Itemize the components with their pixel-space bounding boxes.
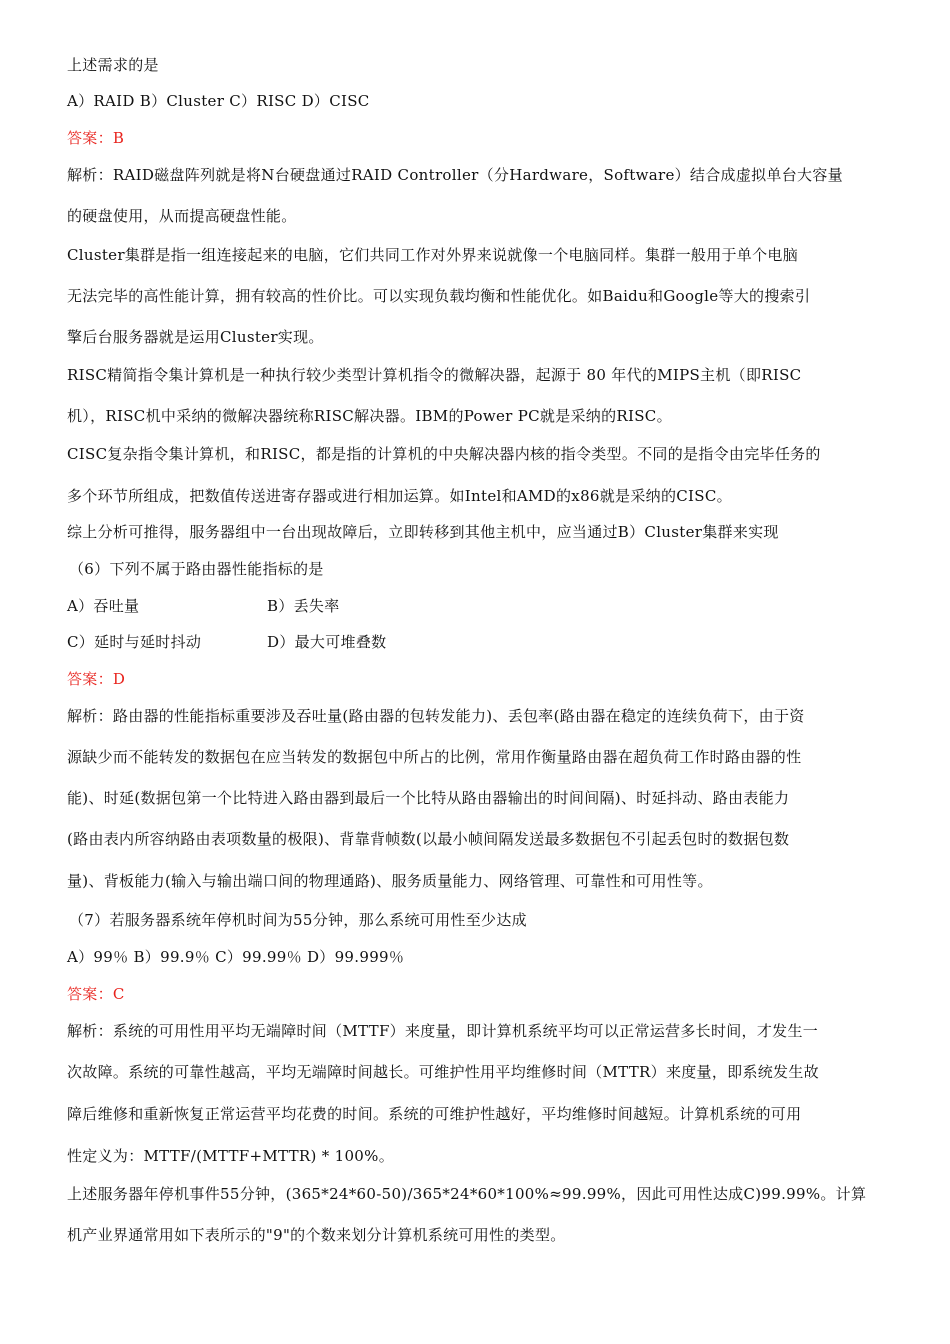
option-d: D）最大可堆叠数 [267,633,387,651]
explanation-line: 解析：路由器的性能指标重要涉及吞吐量(路由器的包转发能力)、丢包率(路由器在稳定的连续负荷下，由于资 [67,707,805,725]
question-5-options: A）RAID B）Cluster C）RISC D）CISC [67,92,370,110]
explanation-line: 量)、背板能力(输入与输出端口间的物理通路)、服务质量能力、网络管理、可靠性和可用性等。 [67,872,713,890]
explanation-line: 机产业界通常用如下表所示的"9"的个数来划分计算机系统可用性的类型。 [67,1226,566,1244]
explanation-line: 无法完毕的高性能计算，拥有较高的性价比。可以实现负载均衡和性能优化。如Baidu和Google等大的搜索引 [67,287,811,305]
question-6-options-row-1 [67,596,887,616]
explanation-line: 的硬盘使用，从而提高硬盘性能。 [67,207,297,225]
explanation-line: Cluster集群是指一组连接起来的电脑，它们共同工作对外界来说就像一个电脑同样。集群一般用于单个电脑 [67,246,799,264]
explanation-line: 能)、时延(数据包第一个比特进入路由器到最后一个比特从路由器输出的时间间隔)、时延抖动、路由表能力 [67,789,790,807]
explanation-line: 多个环节所组成，把数值传送进寄存器或进行相加运算。如Intel和AMD的x86就是采纳的CISC。 [67,487,732,505]
question-7-options: A）99％ B）99.9％ C）99.99％ D）99.999％ [67,948,405,966]
explanation-line: 源缺少而不能转发的数据包在应当转发的数据包中所占的比例，常用作衡量路由器在超负荷工作时路由器的性 [67,748,802,766]
question-7: （7）若服务器系统年停机时间为55分钟，那么系统可用性至少达成 [69,911,527,929]
explanation-line: 次故障。系统的可靠性越高，平均无端障时间越长。可维护性用平均维修时间（MTTR）来度量，即系统发生故 [67,1063,819,1081]
answer-label: 答案：D [67,670,126,688]
option-a: A）吞吐量 [67,597,140,615]
option-c: C）延时与延时抖动 [67,633,202,651]
text-line: 上述需求的是 [67,56,159,74]
question-6: （6）下列不属于路由器性能指标的是 [69,560,324,578]
explanation-line: 擎后台服务器就是运用Cluster实现。 [67,328,324,346]
explanation-line: 解析：系统的可用性用平均无端障时间（MTTF）来度量，即计算机系统平均可以正常运营多长时间，才发生一 [67,1022,819,1040]
explanation-line: 上述服务器年停机事件55分钟，(365*24*60-50)/365*24*60*100%≈99.99%，因此可用性达成C)99.99%。计算 [67,1185,867,1203]
explanation-line: 性定义为：MTTF/(MTTF+MTTR) * 100%。 [67,1147,394,1165]
explanation-line: 解析：RAID磁盘阵列就是将N台硬盘通过RAID Controller（分Hardware，Software）结合成虚拟单台大容量 [67,166,843,184]
answer-label: 答案：B [67,129,125,147]
explanation-line: 机），RISC机中采纳的微解决器统称RISC解决器。IBM的Power PC就是采纳的RISC。 [67,407,672,425]
explanation-line: CISC复杂指令集计算机，和RISC，都是指的计算机的中央解决器内核的指令类型。不同的是指令由完毕任务的 [67,445,821,463]
question-6-options-row-2 [67,632,887,652]
explanation-line: RISC精简指令集计算机是一种执行较少类型计算机指令的微解决器，起源于 80 年代的MIPS主机（即RISC [67,366,802,384]
explanation-line: (路由表内所容纳路由表项数量的极限)、背靠背帧数(以最小帧间隔发送最多数据包不引起丢包时的数据包数 [67,830,790,848]
answer-label: 答案：C [67,985,125,1003]
explanation-line: 障后维修和重新恢复正常运营平均花费的时间。系统的可维护性越好，平均维修时间越短。计算机系统的可用 [67,1105,802,1123]
option-b: B）丢失率 [267,597,340,615]
explanation-line: 综上分析可推得，服务器组中一台出现故障后，立即转移到其他主机中，应当通过B）Cluster集群来实现 [67,523,779,541]
